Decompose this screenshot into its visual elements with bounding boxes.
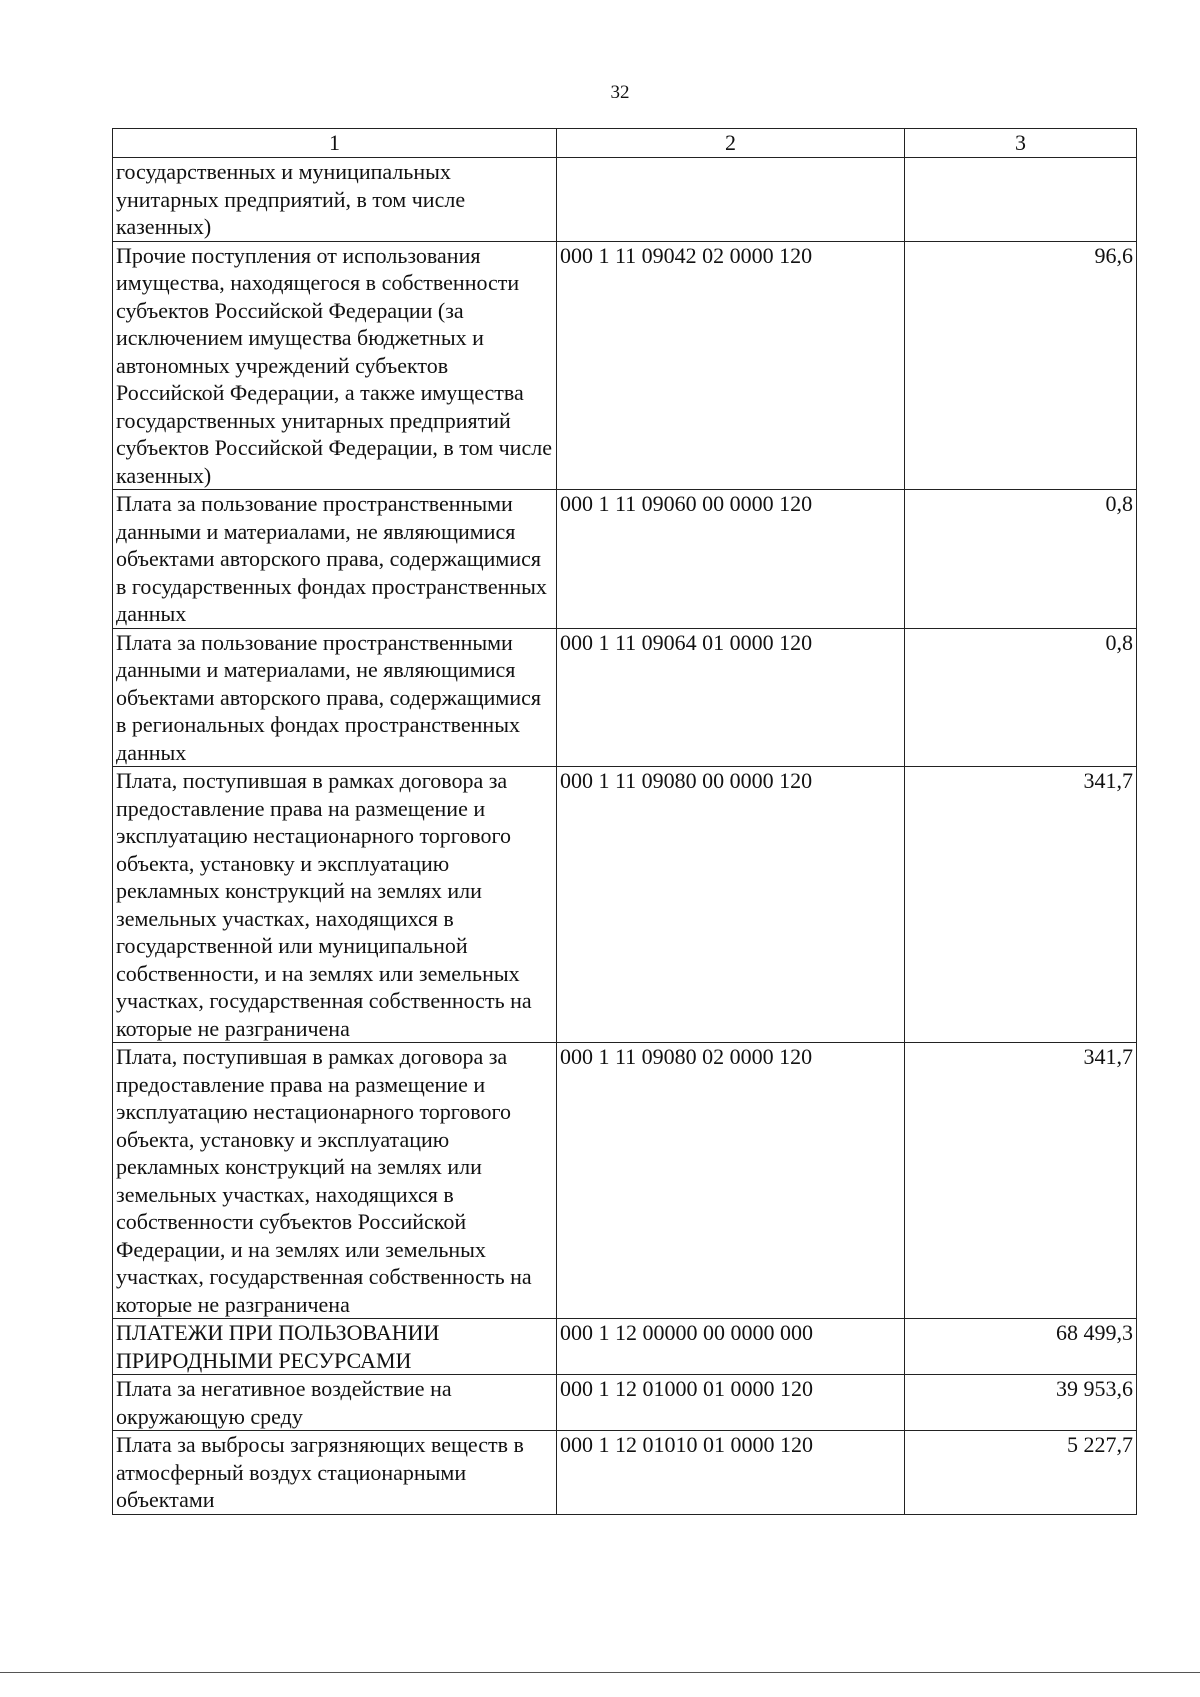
revenue-name-cell: Прочие поступления от использования имущества, находящегося в собственности субъектов Российской Федерации (за исключением имущества бюджетных и автономных учреждений субъектов Российской Федерации, а также имущества государственных унитарных предприятий субъектов Российской Федерации, в том числе казенных) <box>113 241 557 490</box>
amount-cell: 0,8 <box>905 628 1137 767</box>
table-row <box>113 1431 1137 1515</box>
amount-cell: 5 227,7 <box>905 1431 1137 1515</box>
revenue-name-cell: Плата за пользование пространственными данными и материалами, не являющимися объектами авторского права, содержащимися в региональных фондах пространственных данных <box>113 628 557 767</box>
budget-code-cell: 000 1 11 09080 00 0000 120 <box>557 767 905 1043</box>
amount-cell: 96,6 <box>905 241 1137 490</box>
table-row <box>113 241 1137 490</box>
budget-code-cell: 000 1 11 09060 00 0000 120 <box>557 490 905 629</box>
amount-cell <box>905 158 1137 242</box>
column-header-1: 1 <box>113 129 557 158</box>
revenue-name-cell: Плата за пользование пространственными данными и материалами, не являющимися объектами авторского права, содержащимися в государственных фондах пространственных данных <box>113 490 557 629</box>
column-header-2: 2 <box>557 129 905 158</box>
table-row <box>113 1319 1137 1375</box>
budget-code-cell: 000 1 12 01000 01 0000 120 <box>557 1375 905 1431</box>
table-row <box>113 158 1137 242</box>
page-bottom-rule <box>0 1672 1200 1673</box>
revenue-name-cell: Плата, поступившая в рамках договора за предоставление права на размещение и эксплуатацию нестационарного торгового объекта, установку и эксплуатацию рекламных конструкций на землях или земельных участках, находящихся в собственности субъектов Российской Федерации, и на землях или земельных участках, государственная собственность на которые не разграничена <box>113 1043 557 1319</box>
amount-cell: 341,7 <box>905 1043 1137 1319</box>
revenue-table <box>112 128 1137 1515</box>
revenue-name-cell: Плата, поступившая в рамках договора за предоставление права на размещение и эксплуатацию нестационарного торгового объекта, установку и эксплуатацию рекламных конструкций на землях или земельных участках, находящихся в государственной или муниципальной собственности, и на землях или земельных участках, государственная собственность на которые не разграничена <box>113 767 557 1043</box>
amount-cell: 0,8 <box>905 490 1137 629</box>
budget-code-cell: 000 1 12 00000 00 0000 000 <box>557 1319 905 1375</box>
table-header-row <box>113 129 1137 158</box>
amount-cell: 341,7 <box>905 767 1137 1043</box>
amount-cell: 68 499,3 <box>905 1319 1137 1375</box>
revenue-name-cell: ПЛАТЕЖИ ПРИ ПОЛЬЗОВАНИИ ПРИРОДНЫМИ РЕСУРСАМИ <box>113 1319 557 1375</box>
table-row <box>113 628 1137 767</box>
table-row <box>113 767 1137 1043</box>
budget-code-cell: 000 1 12 01010 01 0000 120 <box>557 1431 905 1515</box>
budget-code-cell <box>557 158 905 242</box>
table-row <box>113 1375 1137 1431</box>
revenue-name-cell: Плата за негативное воздействие на окружающую среду <box>113 1375 557 1431</box>
amount-cell: 39 953,6 <box>905 1375 1137 1431</box>
column-header-3: 3 <box>905 129 1137 158</box>
revenue-name-cell: государственных и муниципальных унитарных предприятий, в том числе казенных) <box>113 158 557 242</box>
budget-code-cell: 000 1 11 09064 01 0000 120 <box>557 628 905 767</box>
table-row <box>113 490 1137 629</box>
page-number: 32 <box>610 82 630 103</box>
revenue-name-cell: Плата за выбросы загрязняющих веществ в атмосферный воздух стационарными объектами <box>113 1431 557 1515</box>
table-row <box>113 1043 1137 1319</box>
budget-code-cell: 000 1 11 09042 02 0000 120 <box>557 241 905 490</box>
budget-code-cell: 000 1 11 09080 02 0000 120 <box>557 1043 905 1319</box>
